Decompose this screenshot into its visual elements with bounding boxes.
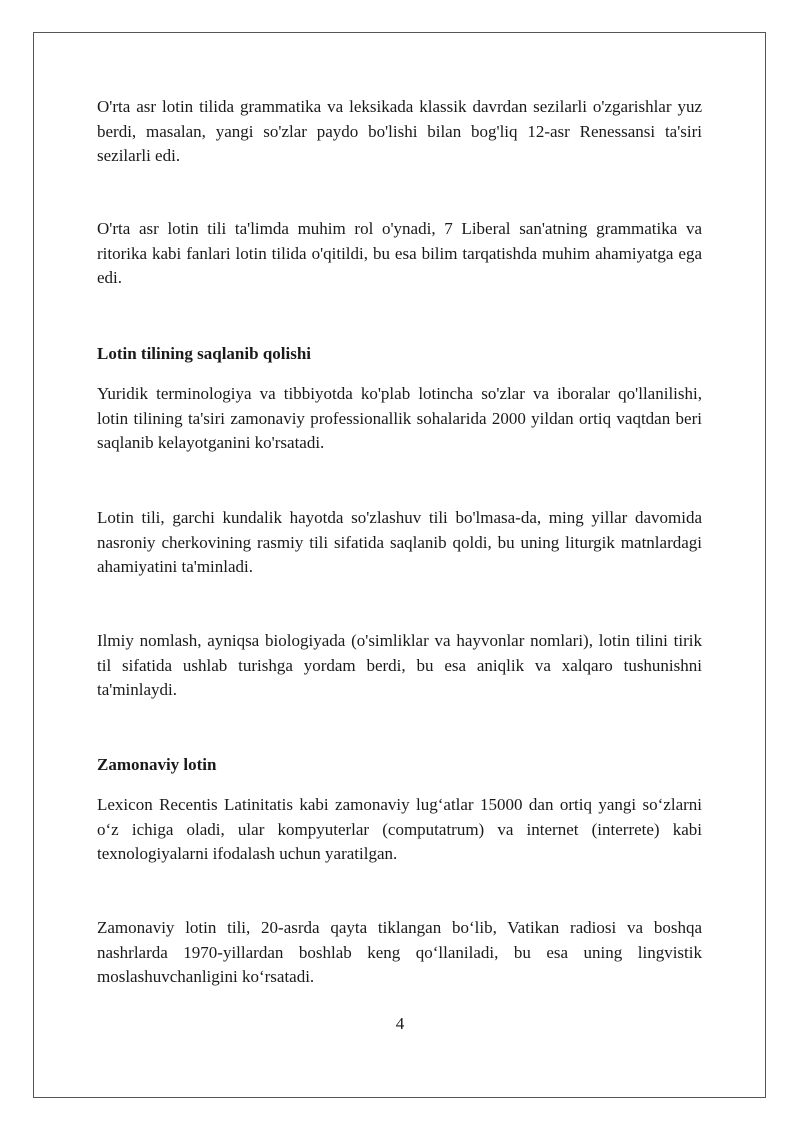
paragraph-medieval-education: O'rta asr lotin tili ta'limda muhim rol o'ynadi, 7 Liberal san'atning grammatika va ritorika kabi fanlari lotin tilida o'qitildi, bu esa bilim tarqatishda muhim ahamiyatga ega edi. [97, 219, 702, 287]
paragraph-modern-revival: Zamonaviy lotin tili, 20-asrda qayta tiklangan bo‘lib, Vatikan radiosi va boshqa nashrlarda 1970-yillardan boshlab keng qo‘llaniladi, bu esa uning lingvistik moslashuvchanligini ko‘rsatadi. [97, 918, 702, 986]
paragraph-modern-dictionaries: Lexicon Recentis Latinitatis kabi zamonaviy lug‘atlar 15000 dan ortiq yangi so‘zlarni o‘z ichiga oladi, ular kompyuterlar (computatrum) va internet (interrete) kabi texnologiyalarni ifodalash uchun yaratilgan. [97, 795, 702, 863]
paragraph-legal-terminology: Yuridik terminologiya va tibbiyotda ko'plab lotincha so'zlar va iboralar qo'llanilishi, lotin tilining ta'siri zamonaviy professionallik sohalarida 2000 yildan ortiq vaqtdan beri saqlanib kelayotganini ko'rsatadi. [97, 384, 702, 452]
paragraph-scientific-naming: Ilmiy nomlash, ayniqsa biologiyada (o'simliklar va hayvonlar nomlari), lotin tilini tirik til sifatida ushlab turishga yordam berdi, bu esa aniqlik va xalqaro tushunishni ta'minlaydi. [97, 631, 702, 699]
section-heading-preservation: Lotin tilining saqlanib qolishi [97, 344, 312, 363]
section-heading-modern-latin: Zamonaviy lotin [97, 755, 217, 774]
paragraph-medieval-grammar: O'rta asr lotin tilida grammatika va leksikada klassik davrdan sezilarli o'zgarishlar yuz berdi, masalan, yangi so'zlar paydo bo'lishi bilan bog'liq 12-asr Renessansi ta'siri sezilarli edi. [97, 97, 702, 165]
page-number: 4 [395, 1014, 405, 1033]
paragraph-church-language: Lotin tili, garchi kundalik hayotda so'zlashuv tili bo'lmasa-da, ming yillar davomida nasroniy cherkovining rasmiy tili sifatida saqlanib qoldi, bu uning liturgik matnlardagi ahamiyatini ta'minladi. [97, 508, 702, 576]
